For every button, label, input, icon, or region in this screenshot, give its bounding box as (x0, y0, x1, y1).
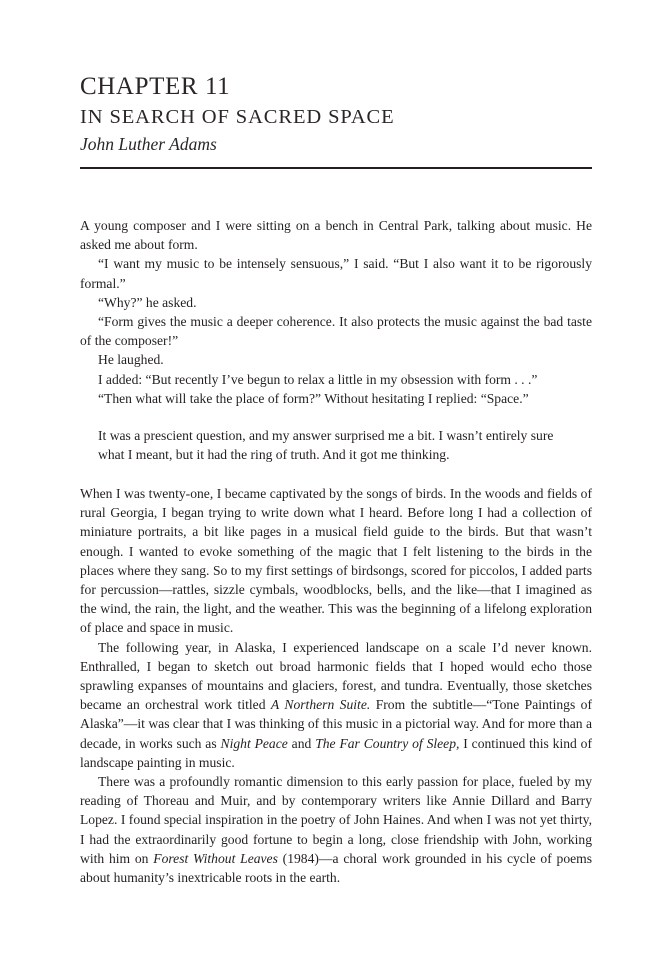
work-title: Forest Without Leaves (153, 850, 278, 866)
dialogue-paragraph: He laughed. (98, 352, 164, 368)
chapter-number: CHAPTER 11 (80, 73, 231, 100)
dialogue-paragraph: “Then what will take the place of form?” Without hesitating I replied: “Space.” (98, 390, 529, 406)
body-text-run: I continued this kind of landscape painting in music. (80, 735, 593, 770)
heading-divider (80, 167, 592, 169)
reflection-block (98, 426, 574, 464)
reflection-paragraph: It was a prescient question, and my answer surprised me a bit. I wasn’t entirely sure what I meant, but it had the ring of truth. And it got me thinking. (98, 428, 554, 463)
body-text-run: (1984)—a choral work grounded in his cycle of poems about humanity’s inextricable roots in the earth. (80, 850, 593, 886)
dialogue-paragraph: “Form gives the music a deeper coherence. It also protects the music against the bad taste of the composer!” (80, 314, 592, 349)
body-text (80, 484, 592, 887)
opening-dialogue (80, 216, 592, 408)
body-text-run: The following year, in Alaska, I experienced landscape on a scale I’d never known. Enthralled, I began to sketch out broad harmonic fields that I hoped would echo those sprawling expanses of mountains and glaciers, forest, and tundra. Eventually, those sketches became an orchestral work titled (80, 639, 592, 713)
dialogue-paragraph: A young composer and I were sitting on a bench in Central Park, talking about music. He asked me about form. (80, 218, 592, 253)
dialogue-paragraph: I added: “But recently I’ve begun to relax a little in my obsession with form . . .” (98, 371, 538, 387)
chapter-author: John Luther Adams (80, 134, 217, 154)
body-text-run: From the subtitle—“Tone Paintings of Alaska”—it was clear that I was thinking of this music in a pictorial way. And for more than a decade, in works such as (80, 697, 593, 751)
body-paragraph (80, 772, 592, 887)
work-title: A Northern Suite. (270, 697, 371, 713)
body-paragraph (80, 638, 592, 772)
body-text-run: and (287, 735, 316, 751)
work-title: The Far Country of Sleep, (315, 735, 460, 751)
body-text-run: There was a profoundly romantic dimension to this early passion for place, fueled by my reading of Thoreau and Muir, and by contemporary writers like Annie Dillard and Barry Lopez. I found special inspiration in the poetry of John Haines. And when I was not yet thirty, I had the extraordinarily good fortune to begin a long, close friendship with John, working with him on (80, 774, 592, 866)
work-title: Night Peace (220, 735, 288, 751)
chapter-title: IN SEARCH OF SACRED SPACE (80, 106, 395, 128)
body-paragraph: When I was twenty-one, I became captivated by the songs of birds. In the woods and fields of rural Georgia, I began trying to write down what I heard. Before long I had a collection of miniature portraits, a bit like pages in a musical field guide to the birds. But that wasn’t enough. I wanted to evoke something of the magic that I felt listening to the birds in the places where they sang. So to my first settings of birdsongs, scored for piccolos, I added parts for percussion—rattles, sizzle cymbals, woodblocks, bells, and the like—that I imagined as the wind, the rain, the light, and the weather. This was the beginning of a lifelong exploration of place and space in music. (80, 486, 592, 636)
dialogue-paragraph: “I want my music to be intensely sensuous,” I said. “But I also want it to be rigorously formal.” (80, 256, 592, 291)
dialogue-paragraph: “Why?” he asked. (98, 294, 197, 310)
